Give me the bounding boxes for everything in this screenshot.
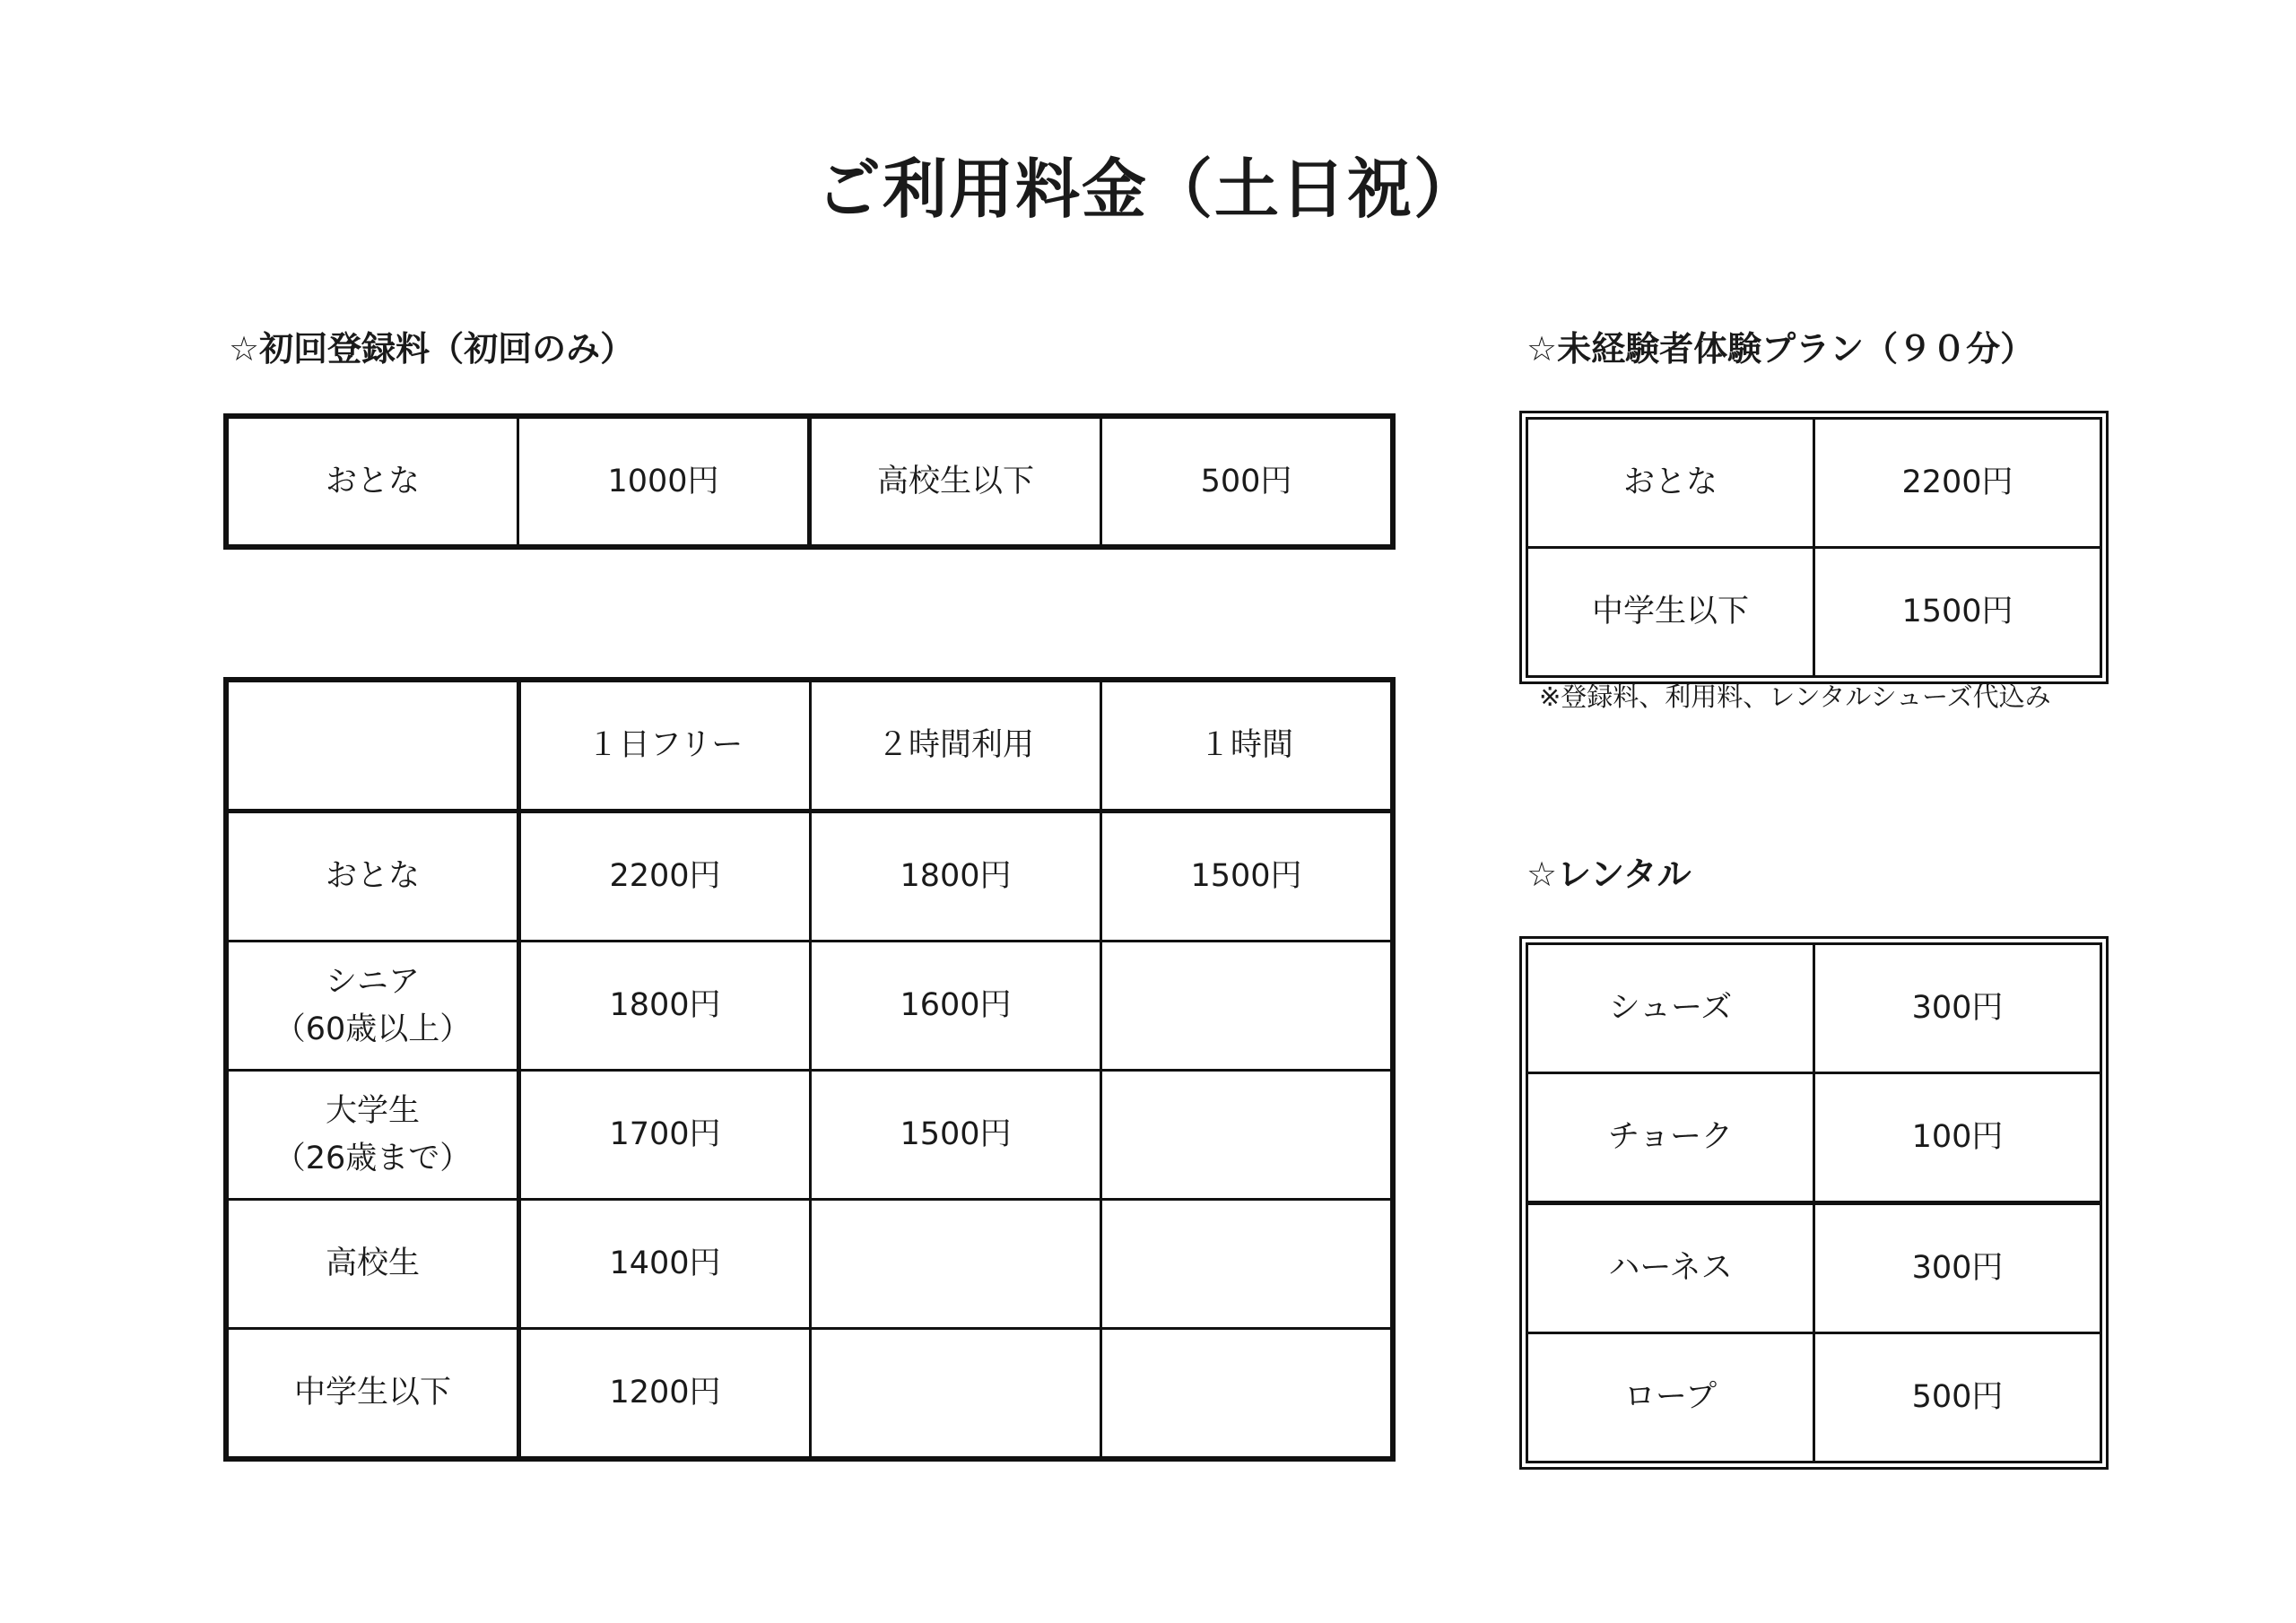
price-cell: 1500円 [811, 1071, 1101, 1200]
row-label: 中学生以下 [226, 1329, 519, 1460]
row-label: おとな [226, 812, 519, 942]
price-cell: 1800円 [519, 942, 811, 1071]
price-cell [811, 1329, 1101, 1460]
price-cell [1101, 1071, 1394, 1200]
table-row [226, 1071, 1393, 1200]
price-cell: 300円 [1814, 944, 2101, 1073]
price-cell: 2200円 [1814, 419, 2101, 548]
price-cell [811, 1200, 1101, 1329]
table-row [1527, 1073, 2101, 1203]
row-label: シニア （60歳以上） [226, 942, 519, 1071]
registration-adult-price: 1000円 [518, 416, 810, 547]
registration-heading: ☆初回登録料（初回のみ） [229, 329, 635, 369]
usage-fee-table [223, 677, 1396, 1462]
column-header-day-free: １日フリー [519, 680, 811, 812]
table-row [226, 812, 1393, 942]
table-row [1527, 944, 2101, 1073]
column-header-empty [226, 680, 519, 812]
row-label: おとな [1527, 419, 1814, 548]
registration-highschool-price: 500円 [1101, 416, 1394, 547]
row-label: シューズ [1527, 944, 1814, 1073]
trial-plan-table-frame [1519, 411, 2109, 684]
column-header-one-hour: １時間 [1101, 680, 1394, 812]
rental-heading: ☆レンタル [1526, 855, 1692, 894]
trial-plan-heading: ☆未経験者体験プラン（９０分） [1526, 329, 2035, 369]
price-cell: 1800円 [811, 812, 1101, 942]
row-label: 大学生 （26歳まで） [226, 1071, 519, 1200]
price-cell: 500円 [1814, 1333, 2101, 1462]
price-cell: 1500円 [1101, 812, 1394, 942]
row-label: 中学生以下 [1527, 548, 1814, 677]
row-label: 高校生 [226, 1200, 519, 1329]
table-header-row [226, 680, 1393, 812]
price-cell [1101, 942, 1394, 1071]
row-label: チョーク [1527, 1073, 1814, 1203]
rental-table-frame [1519, 936, 2109, 1470]
table-row [1527, 1333, 2101, 1462]
price-cell: 2200円 [519, 812, 811, 942]
price-cell [1101, 1329, 1394, 1460]
price-cell [1101, 1200, 1394, 1329]
row-label: ハーネス [1527, 1203, 1814, 1333]
price-cell: 1600円 [811, 942, 1101, 1071]
rental-table [1526, 942, 2102, 1463]
row-label: ロープ [1527, 1333, 1814, 1462]
table-row [226, 416, 1393, 547]
trial-plan-table [1526, 417, 2102, 678]
trial-plan-note: ※登録料、利用料、レンタルシューズ代込み [1539, 681, 2051, 712]
table-row [1527, 548, 2101, 677]
table-row [226, 1200, 1393, 1329]
registration-adult-label: おとな [226, 416, 518, 547]
price-cell: 1400円 [519, 1200, 811, 1329]
registration-highschool-label: 高校生以下 [810, 416, 1101, 547]
price-cell: 1200円 [519, 1329, 811, 1460]
table-row [1527, 1203, 2101, 1333]
price-cell: 1500円 [1814, 548, 2101, 677]
registration-fee-table [223, 413, 1396, 550]
price-cell: 1700円 [519, 1071, 811, 1200]
table-row [1527, 419, 2101, 548]
column-header-two-hours: ２時間利用 [811, 680, 1101, 812]
price-cell: 100円 [1814, 1073, 2101, 1203]
table-row [226, 942, 1393, 1071]
price-cell: 300円 [1814, 1203, 2101, 1333]
page-title: ご利用料金（土日祝） [815, 152, 1480, 227]
table-row [226, 1329, 1393, 1460]
